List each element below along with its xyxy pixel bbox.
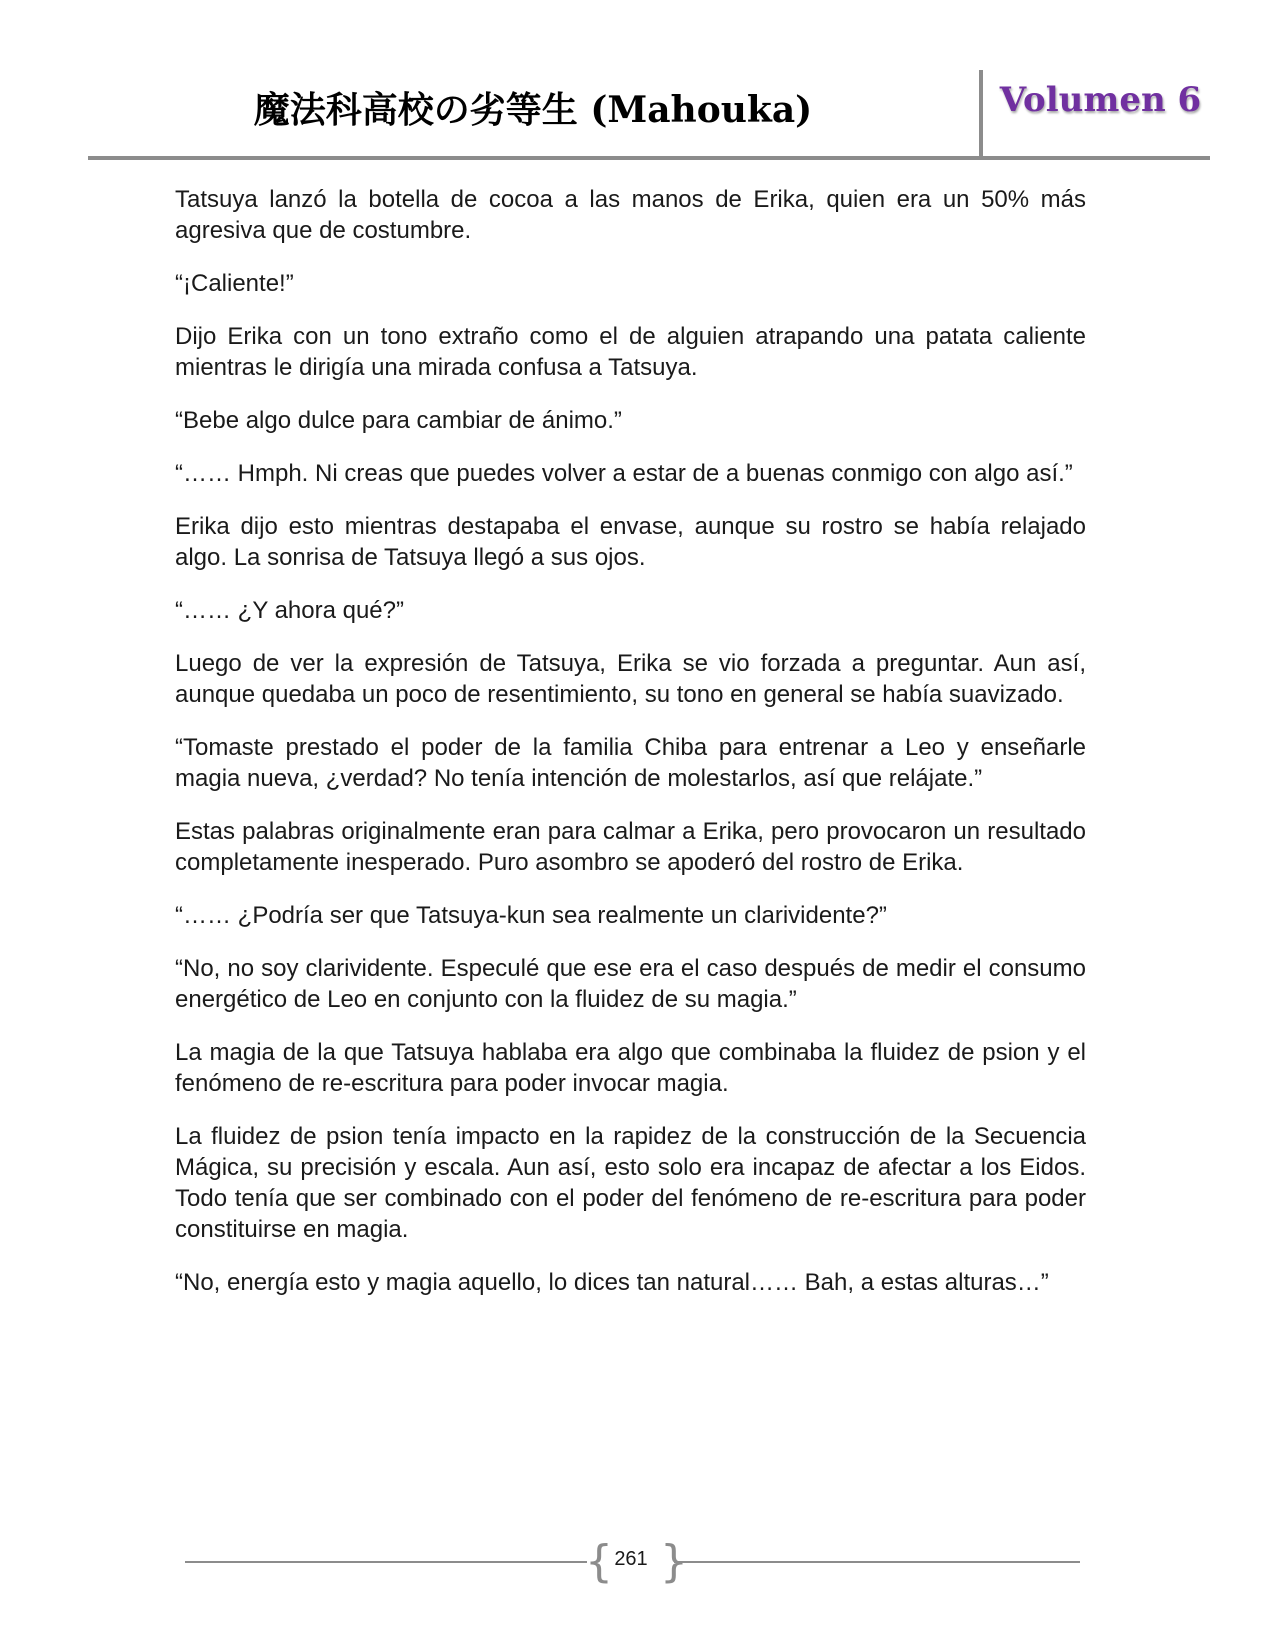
paragraph: “¡Caliente!” xyxy=(175,270,294,297)
volume-label: Volumen 6 xyxy=(999,80,1202,120)
right-brace-icon: } xyxy=(660,1536,688,1587)
paragraph: Dijo Erika con un tono extraño como el de alguien atrapando una patata caliente mientras le dirigía una mirada confusa a Tatsuya. xyxy=(175,323,1086,381)
left-brace-icon: { xyxy=(585,1536,613,1587)
footer-rule-left xyxy=(185,1561,587,1563)
paragraph: Luego de ver la expresión de Tatsuya, Erika se vio forzada a preguntar. Aun así, aunque quedaba un poco de resentimiento, su tono en general se había suavizado. xyxy=(175,650,1086,708)
header-divider xyxy=(979,70,983,156)
paragraph: Tatsuya lanzó la botella de cocoa a las manos de Erika, quien era un 50% más agresiva que de costumbre. xyxy=(175,186,1086,244)
paragraph: “Bebe algo dulce para cambiar de ánimo.” xyxy=(175,407,622,434)
paragraph: “…… Hmph. Ni creas que puedes volver a estar de a buenas conmigo con algo así.” xyxy=(175,460,1073,487)
paragraph: La magia de la que Tatsuya hablaba era algo que combinaba la fluidez de psion y el fenómeno de re-escritura para poder invocar magia. xyxy=(175,1039,1086,1097)
paragraph: “…… ¿Podría ser que Tatsuya-kun sea realmente un clarividente?” xyxy=(175,902,887,929)
paragraph: “…… ¿Y ahora qué?” xyxy=(175,597,404,624)
footer-rule-right xyxy=(674,1561,1080,1563)
paragraph: La fluidez de psion tenía impacto en la rapidez de la construcción de la Secuencia Mágica, su precisión y escala. Aun así, esto solo era incapaz de afectar a los Eidos. Todo tenía que ser combinado con el poder del fenómeno de re-escritura para poder constituirse en magia. xyxy=(175,1123,1086,1243)
page-body xyxy=(175,184,1086,1320)
page-number: 261 xyxy=(614,1548,648,1570)
paragraph: “No, energía esto y magia aquello, lo dices tan natural…… Bah, a estas alturas…” xyxy=(175,1269,1049,1296)
page-header xyxy=(88,70,1210,160)
paragraph: “Tomaste prestado el poder de la familia Chiba para entrenar a Leo y enseñarle magia nueva, ¿verdad? No tenía intención de molestarlos, así que relájate.” xyxy=(175,734,1086,792)
paragraph: “No, no soy clarividente. Especulé que ese era el caso después de medir el consumo energético de Leo en conjunto con la fluidez de su magia.” xyxy=(175,955,1086,1013)
paragraph: Estas palabras originalmente eran para calmar a Erika, pero provocaron un resultado completamente inesperado. Puro asombro se apoderó del rostro de Erika. xyxy=(175,818,1086,876)
paragraph: Erika dijo esto mientras destapaba el envase, aunque su rostro se había relajado algo. La sonrisa de Tatsuya llegó a sus ojos. xyxy=(175,513,1086,571)
book-title: 魔法科高校の劣等生 (Mahouka) xyxy=(253,89,813,131)
